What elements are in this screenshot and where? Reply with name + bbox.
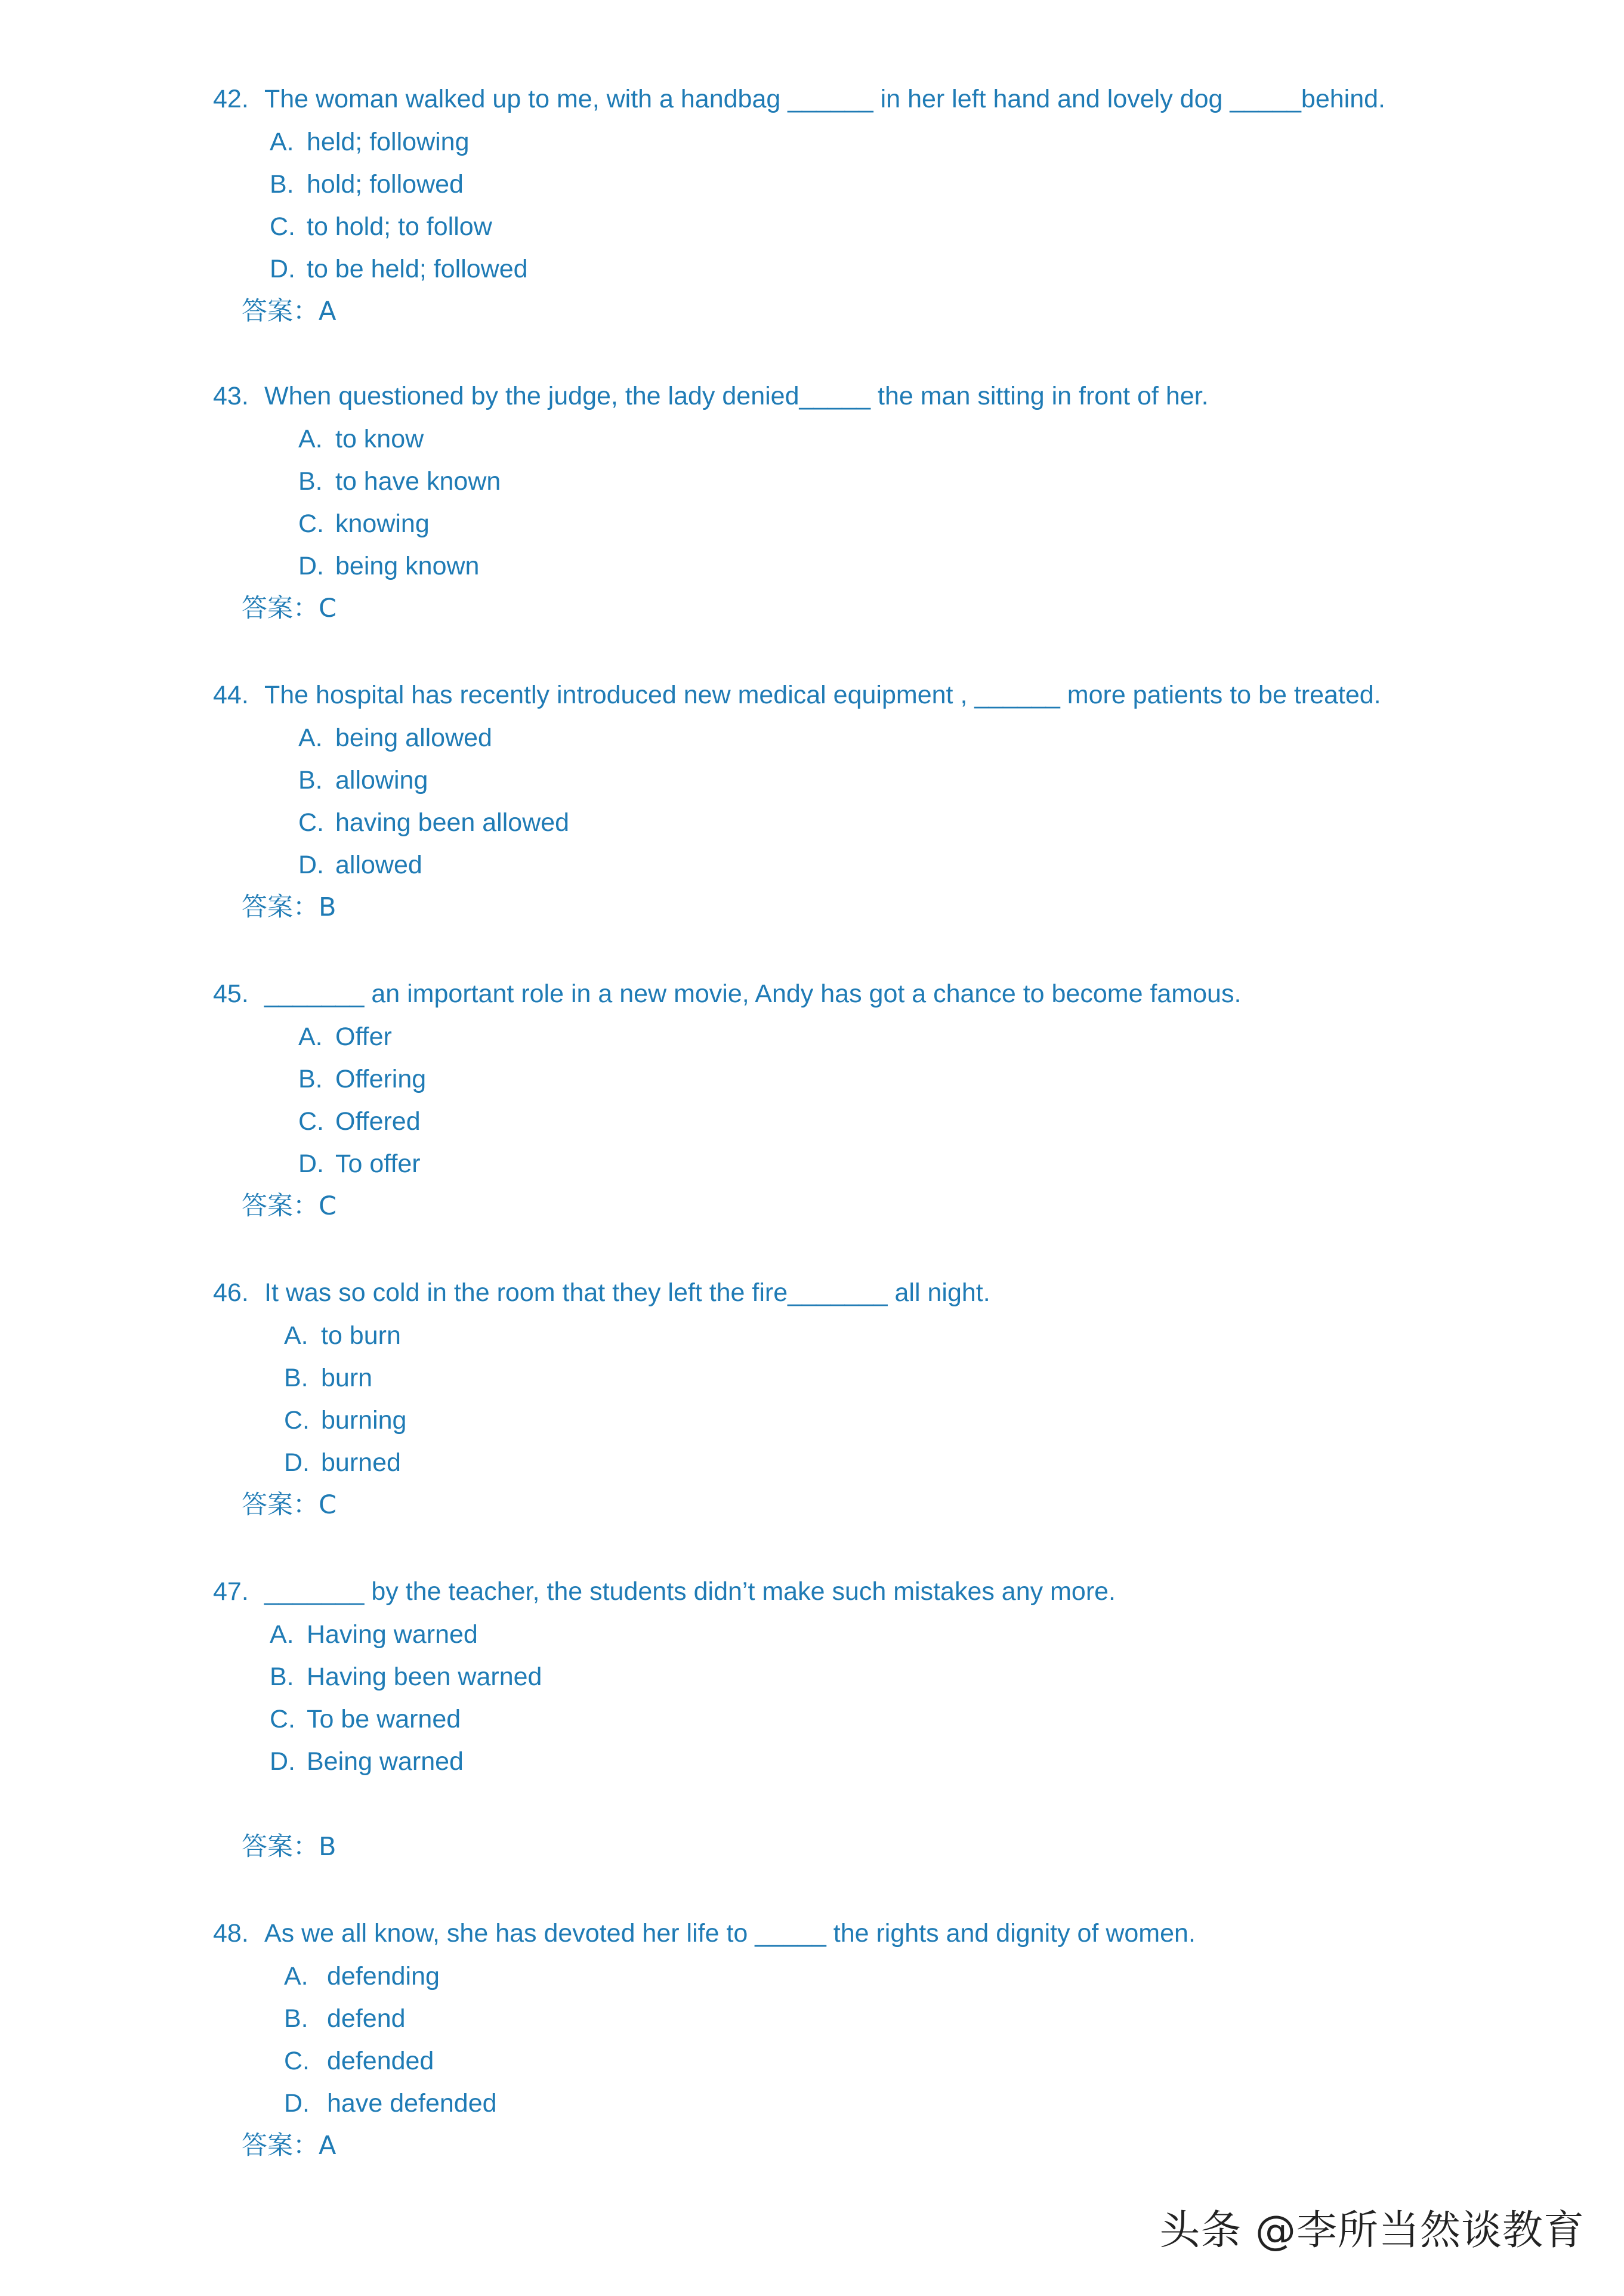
option-letter: B.	[270, 1662, 294, 1691]
option-letter: A.	[270, 1620, 294, 1649]
option-d	[284, 1446, 401, 1479]
question-stem	[213, 379, 1209, 413]
option-letter: B.	[284, 2004, 308, 2033]
question-text: As we all know, she has devoted her life to _____ the rights and dignity of women.	[264, 1919, 1196, 1948]
option-text: being allowed	[335, 724, 492, 752]
option-c	[298, 806, 569, 839]
option-letter: C.	[284, 1406, 310, 1435]
option-text: Offer	[335, 1022, 392, 1051]
option-b	[298, 465, 501, 498]
option-letter: D.	[298, 851, 324, 879]
option-text: To offer	[335, 1149, 421, 1178]
answer-label: 答案：	[242, 1191, 319, 1221]
answer-label: 答案：	[242, 1832, 319, 1862]
option-a	[270, 1618, 478, 1651]
question-text: The woman walked up to me, with a handbag ______ in her left hand and lovely dog _____behind.	[264, 85, 1386, 113]
option-letter: B.	[298, 1065, 323, 1093]
option-letter: B.	[270, 170, 294, 199]
option-text: being known	[335, 552, 480, 580]
option-text: knowing	[335, 509, 430, 538]
option-letter: C.	[298, 509, 324, 538]
answer-value: C	[319, 1191, 337, 1221]
answer-value: A	[319, 296, 336, 326]
question-stem	[213, 977, 1241, 1011]
question-text: _______ by the teacher, the students didn’t make such mistakes any more.	[264, 1577, 1116, 1606]
question-text: The hospital has recently introduced new medical equipment , ______ more patients to be treated.	[264, 681, 1381, 709]
answer-label: 答案：	[242, 2131, 319, 2161]
option-text: defending	[327, 1962, 440, 1991]
option-letter: C.	[284, 2047, 310, 2075]
option-text: having been allowed	[335, 808, 570, 837]
option-b	[298, 764, 428, 797]
option-text: Offered	[335, 1107, 421, 1136]
answer-label: 答案：	[242, 892, 319, 922]
option-text: allowing	[335, 766, 428, 795]
option-text: to burn	[321, 1321, 401, 1350]
question-stem	[213, 1276, 990, 1309]
option-text: hold; followed	[307, 170, 464, 199]
option-text: allowed	[335, 851, 422, 879]
answer-line	[242, 1189, 336, 1223]
question-number: 45.	[213, 979, 249, 1008]
option-b	[298, 1062, 426, 1096]
option-text: defended	[327, 2047, 434, 2075]
option-d	[298, 1147, 421, 1181]
option-c	[284, 2044, 434, 2078]
option-a	[298, 1020, 392, 1053]
question-number: 46.	[213, 1278, 249, 1307]
answer-line	[242, 891, 336, 924]
watermark: 头条 @李所当然谈教育	[1159, 2207, 1585, 2254]
option-letter: D.	[298, 1149, 324, 1178]
option-text: Being warned	[307, 1747, 464, 1776]
option-d	[270, 252, 528, 286]
option-text: defend	[327, 2004, 406, 2033]
question-stem	[213, 1917, 1196, 1950]
option-c	[298, 1105, 421, 1138]
option-b	[270, 168, 464, 201]
option-c	[270, 210, 492, 243]
option-c	[298, 507, 430, 540]
option-letter: C.	[298, 808, 324, 837]
answer-line	[242, 1488, 336, 1522]
answer-line	[242, 1830, 336, 1864]
question-number: 43.	[213, 382, 249, 410]
question-stem	[213, 1575, 1116, 1608]
option-letter: C.	[298, 1107, 324, 1136]
answer-line	[242, 592, 336, 625]
option-letter: D.	[270, 1747, 295, 1776]
option-text: Offering	[335, 1065, 427, 1093]
answer-label: 答案：	[242, 594, 319, 623]
answer-label: 答案：	[242, 1490, 319, 1520]
option-letter: B.	[298, 766, 323, 795]
option-a	[284, 1960, 440, 1993]
option-letter: A.	[298, 425, 323, 453]
option-letter: A.	[270, 128, 294, 156]
option-b	[284, 1361, 372, 1395]
option-text: Having been warned	[307, 1662, 542, 1691]
option-d	[298, 549, 479, 583]
option-b	[284, 2002, 406, 2035]
answer-line	[242, 2129, 336, 2162]
question-text: When questioned by the judge, the lady denied_____ the man sitting in front of her.	[264, 382, 1209, 410]
option-letter: C.	[270, 212, 295, 241]
option-a	[298, 721, 492, 755]
option-letter: D.	[270, 255, 295, 283]
question-stem	[213, 678, 1381, 712]
option-letter: B.	[298, 467, 323, 496]
option-c	[284, 1404, 406, 1437]
option-letter: A.	[298, 1022, 323, 1051]
option-text: burning	[321, 1406, 407, 1435]
option-d	[270, 1745, 464, 1778]
option-letter: D.	[284, 1448, 310, 1477]
answer-value: C	[319, 1490, 337, 1520]
option-letter: D.	[284, 2089, 310, 2118]
option-a	[270, 125, 470, 159]
answer-value: B	[319, 892, 336, 922]
answer-value: C	[319, 594, 337, 623]
question-stem	[213, 82, 1385, 116]
question-number: 44.	[213, 681, 249, 709]
option-text: to hold; to follow	[307, 212, 492, 241]
option-text: burn	[321, 1364, 373, 1392]
option-c	[270, 1702, 461, 1736]
option-b	[270, 1660, 542, 1694]
question-number: 48.	[213, 1919, 249, 1948]
option-letter: A.	[298, 724, 323, 752]
option-text: held; following	[307, 128, 470, 156]
question-text: _______ an important role in a new movie, Andy has got a chance to become famous.	[264, 979, 1242, 1008]
answer-value: B	[319, 1832, 336, 1862]
answer-value: A	[319, 2131, 336, 2161]
option-d	[298, 848, 422, 882]
option-a	[284, 1319, 401, 1352]
question-number: 42.	[213, 85, 249, 113]
answer-label: 答案：	[242, 296, 319, 326]
option-letter: D.	[298, 552, 324, 580]
option-text: Having warned	[307, 1620, 478, 1649]
option-text: burned	[321, 1448, 401, 1477]
question-text: It was so cold in the room that they left the fire_______ all night.	[264, 1278, 990, 1307]
option-text: to know	[335, 425, 424, 453]
option-a	[298, 422, 424, 456]
option-text: to be held; followed	[307, 255, 528, 283]
option-text: have defended	[327, 2089, 497, 2118]
answer-line	[242, 295, 336, 328]
option-text: To be warned	[307, 1705, 461, 1733]
option-d	[284, 2087, 497, 2120]
option-letter: B.	[284, 1364, 308, 1392]
option-letter: A.	[284, 1962, 308, 1991]
option-letter: C.	[270, 1705, 295, 1733]
option-letter: A.	[284, 1321, 308, 1350]
option-text: to have known	[335, 467, 501, 496]
question-number: 47.	[213, 1577, 249, 1606]
